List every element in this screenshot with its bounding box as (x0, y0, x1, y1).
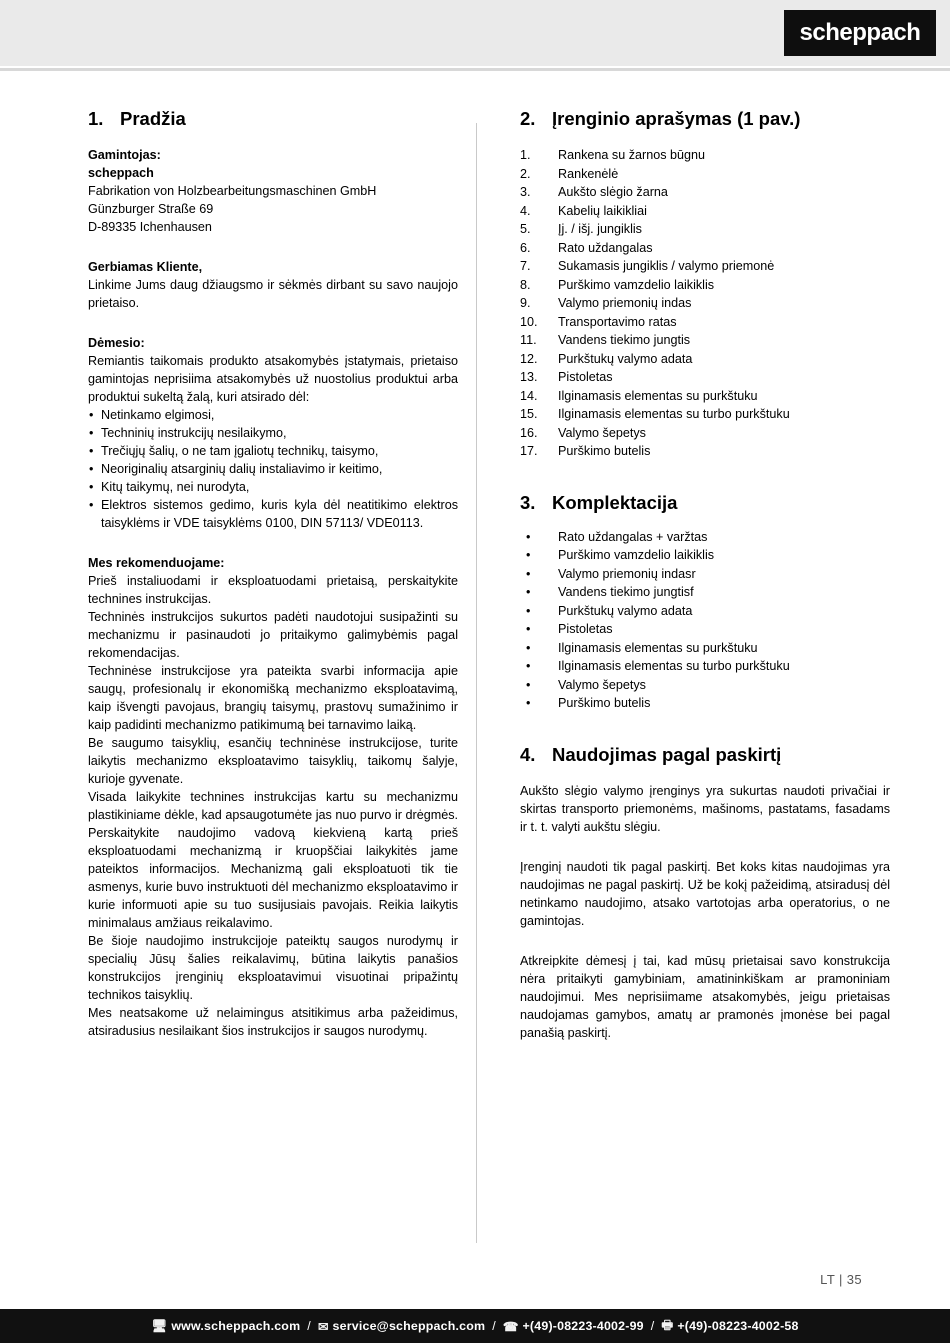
right-column (520, 107, 890, 1053)
list-item (520, 239, 890, 258)
list-item: • Ilginamasis elementas su purkštuku (520, 639, 890, 658)
footer-website[interactable]: www.scheppach.com (171, 1319, 301, 1333)
section-3-title: Komplektacija (552, 491, 678, 513)
section-4-title: Naudojimas pagal paskirtį (552, 743, 782, 765)
section-3-heading (520, 491, 890, 514)
list-item (520, 276, 890, 295)
manufacturer-line-3: D-89335 Ichenhausen (88, 220, 212, 235)
scheppach-logo (784, 10, 936, 56)
notice-item: • Netinkamo elgimosi, (88, 406, 458, 424)
list-item (520, 220, 890, 239)
list-item (520, 387, 890, 406)
list-item: • Pistoletas (520, 620, 890, 639)
item-index: 1. (520, 148, 531, 163)
device-description-list (520, 146, 890, 461)
notice-item: • Kitų taikymų, nei nurodyta, (88, 478, 458, 496)
section-1-heading (88, 107, 458, 130)
item-index: 3. (520, 185, 531, 200)
item-index: 4. (520, 203, 531, 218)
item-label: Purkštukų valymo adata (558, 351, 693, 366)
footer-separator: / (650, 1319, 655, 1333)
manufacturer-name: scheppach (88, 166, 154, 181)
recommend-paragraph: Be šioje naudojimo instrukcijoje pateiktų saugos nurodymų ir specialių Jūsų šalies reikalavimų, būtina laikytis panašios konstrukcijos įrenginių eksploatavimui visuotinai pripažintų technikos taisyklių. (88, 934, 458, 1003)
section-4-heading (520, 743, 890, 766)
list-item: • Rato uždangalas + varžtas (520, 528, 890, 547)
item-index: 17. (520, 444, 538, 459)
greeting-block (88, 258, 458, 312)
notice-block (88, 334, 458, 406)
item-label: Purškimo butelis (558, 444, 651, 459)
phone-icon: ☎ (502, 1319, 519, 1334)
greeting-heading: Gerbiamas Kliente, (88, 260, 203, 275)
envelope-icon: ✉ (317, 1319, 329, 1334)
item-index: 11. (520, 333, 537, 348)
greeting-text: Linkime Jums daug džiaugsmo ir sėkmės dirbant su savo naujojo prietaiso. (88, 278, 458, 311)
item-index: 8. (520, 277, 531, 292)
list-item: • Vandens tiekimo jungtisf (520, 583, 890, 602)
recommend-paragraph: Techninės instrukcijos sukurtos padėti naudotojui susipažinti su mechanizmu ir pasinaudoti jo pritaikymo galimybėmis pagal rekomendacijas. (88, 610, 458, 661)
item-index: 14. (520, 388, 538, 403)
list-item (520, 294, 890, 313)
footer-phone: +(49)-08223-4002-99 (522, 1319, 644, 1333)
recommend-paragraph: Visada laikykite technines instrukcijas kartu su mechanizmu plastikiniame dėkle, kad apsaugotumėte jas nuo purvo ir drėgmės. Perskaitykite naudojimo vadovą kiekvieną kartą prieš eksploatuodami mechanizmą ir kruopščiai laikykitės jame pateiktos informacijos. Mechanizmą gali eksploatuoti tik tie asmenys, kurie buvo instruktuoti dėl mechanizmo eksploatavimo ir kurie informuoti apie su tuo susijusiais pavojais. Reikia laikytis minimalaus amžiaus reikalavimo. (88, 790, 458, 931)
page-content (0, 71, 950, 1251)
notice-list (88, 406, 458, 532)
recommend-paragraph: Mes neatsakome už nelaimingus atsitikimus arba pažeidimus, atsiradusius nesilaikant šios instrukcijos ir saugos nurodymų. (88, 1006, 458, 1039)
item-index: 15. (520, 407, 538, 422)
notice-item: • Neoriginalių atsarginių dalių instaliavimo ir keitimo, (88, 460, 458, 478)
recommend-paragraph: Techninėse instrukcijose yra pateikta svarbi informacija apie saugų, profesionalų ir ekonomišką mechanizmo eksploatavimą, kaip išvengti pavojaus, brangių taisymų, prastovų sumažinimo ir kaip padidinti mechanizmo patikimumą bei tarnavimo laiką. (88, 664, 458, 733)
list-item (520, 350, 890, 369)
item-label: Transportavimo ratas (558, 314, 677, 329)
list-item: • Valymo priemonių indasr (520, 565, 890, 584)
item-label: Valymo priemonių indas (558, 296, 692, 311)
item-label: Sukamasis jungiklis / valymo priemonė (558, 259, 775, 274)
item-label: Kabelių laikikliai (558, 203, 647, 218)
section-1-number: 1. (88, 108, 104, 129)
item-label: Rankena su žarnos būgnu (558, 148, 706, 163)
list-item (520, 257, 890, 276)
column-divider (476, 123, 477, 1243)
section-4-number: 4. (520, 743, 536, 765)
list-item: • Purškimo butelis (520, 694, 890, 713)
brand-name: scheppach (799, 19, 921, 46)
left-column (88, 107, 458, 1040)
item-index: 9. (520, 296, 531, 311)
item-index: 16. (520, 425, 538, 440)
item-index: 2. (520, 166, 531, 181)
manufacturer-label: Gamintojas: (88, 148, 161, 163)
recommend-block (88, 572, 458, 1040)
list-item (520, 165, 890, 184)
footer-separator: / (492, 1319, 496, 1333)
notice-item: • Elektros sistemos gedimo, kuris kyla dėl neatitikimo elektros taisyklėms ir VDE taisyklėms 0100, DIN 57113/ VDE0113. (88, 496, 458, 532)
intended-use-paragraph: Atkreipkite dėmesį į tai, kad mūsų prietaisai savo konstrukcija nėra pritaikyti gamybiniam, amatininkiškam ar pramoniniam naudojimui. Mes neprisiimame atsakomybės, jeigu prietaisas naudojamas gamybos, amatų ar pramonės įmonėse bei pagal panašią paskirtį. (520, 953, 890, 1040)
notice-item: • Techninių instrukcijų nesilaikymo, (88, 424, 458, 442)
section-2-heading (520, 107, 890, 130)
list-item (520, 183, 890, 202)
footer-contact-bar (0, 1309, 950, 1343)
notice-heading: Dėmesio: (88, 336, 145, 351)
item-label: Purškimo vamzdelio laikiklis (558, 277, 715, 292)
item-index: 12. (520, 351, 538, 366)
item-label: Pistoletas (558, 370, 613, 385)
footer-separator: / (307, 1319, 311, 1333)
manufacturer-line-2: Günzburger Straße 69 (88, 202, 214, 217)
item-label: Aukšto slėgio žarna (558, 185, 668, 200)
item-index: 5. (520, 222, 531, 237)
manufacturer-line-1: Fabrikation von Holzbearbeitungsmaschinen GmbH (88, 184, 377, 199)
list-item (520, 331, 890, 350)
notice-text: Remiantis taikomais produkto atsakomybės įstatymais, prietaiso gamintojas neprisiima atsakomybės už nuostolius produktui arba produktui sukeltą žalą, kuri atsirado dėl: (88, 354, 458, 405)
list-item (520, 313, 890, 332)
recommend-paragraph: Be saugumo taisyklių, esančių techninėse instrukcijose, turite laikytis mechanizmo eksploatavimo taisyklių, taikomų šalyje, kurioje gyvenate. (88, 736, 458, 787)
list-item (520, 442, 890, 461)
monitor-icon: 🖥 (151, 1318, 168, 1333)
recommend-paragraph: Prieš instaliuodami ir eksploatuodami prietaisą, perskaitykite technines instrukcijas. (88, 574, 458, 607)
list-item (520, 202, 890, 221)
list-item (520, 424, 890, 443)
list-item: • Valymo šepetys (520, 676, 890, 695)
item-index: 13. (520, 370, 538, 385)
list-item: • Purškimo vamzdelio laikiklis (520, 546, 890, 565)
fax-icon: 🖶 (661, 1317, 674, 1332)
list-item: • Ilginamasis elementas su turbo purkštuku (520, 657, 890, 676)
item-label: Rankenėlė (558, 166, 619, 181)
list-item (520, 146, 890, 165)
notice-item: • Trečiųjų šalių, o ne tam įgaliotų technikų, taisymo, (88, 442, 458, 460)
item-label: Rato uždangalas (558, 240, 653, 255)
intended-use-paragraph: Įrenginį naudoti tik pagal paskirtį. Bet koks kitas naudojimas yra naudojimas ne pagal paskirtį. Už be kokį pažeidimą, atsiradusį dėl netinkamo naudojimo, atsako vartotojas arba operatorius, o ne gamintojas. (520, 859, 890, 928)
item-index: 6. (520, 240, 531, 255)
list-item: • Purkštukų valymo adata (520, 602, 890, 621)
item-label: Ilginamasis elementas su turbo purkštuku (558, 407, 790, 422)
section-3-number: 3. (520, 491, 536, 513)
manufacturer-block (88, 146, 458, 236)
intended-use-paragraph: Aukšto slėgio valymo įrenginys yra sukurtas naudoti privačiai ir skirtas transporto priemonėms, mašinoms, pastatams, fasadams ir t. t. valyti aukštu slėgiu. (520, 783, 890, 834)
item-label: Valymo šepetys (558, 425, 646, 440)
item-label: Ilginamasis elementas su purkštuku (558, 388, 758, 403)
section-2-title: Įrenginio aprašymas (1 pav.) (552, 108, 801, 129)
list-item (520, 405, 890, 424)
recommend-heading: Mes rekomenduojame: (88, 556, 225, 571)
item-label: Vandens tiekimo jungtis (558, 333, 691, 348)
scope-of-delivery-list (520, 528, 890, 713)
item-index: 10. (520, 314, 538, 329)
page-header (0, 0, 950, 68)
footer-email[interactable]: service@scheppach.com (332, 1319, 486, 1333)
footer-fax: +(49)-08223-4002-58 (677, 1319, 799, 1333)
item-label: Įj. / išj. jungiklis (558, 222, 642, 237)
section-2-number: 2. (520, 108, 536, 129)
section-1-title: Pradžia (120, 108, 186, 129)
page-number: LT | 35 (820, 1272, 862, 1287)
list-item (520, 368, 890, 387)
item-index: 7. (520, 259, 531, 274)
